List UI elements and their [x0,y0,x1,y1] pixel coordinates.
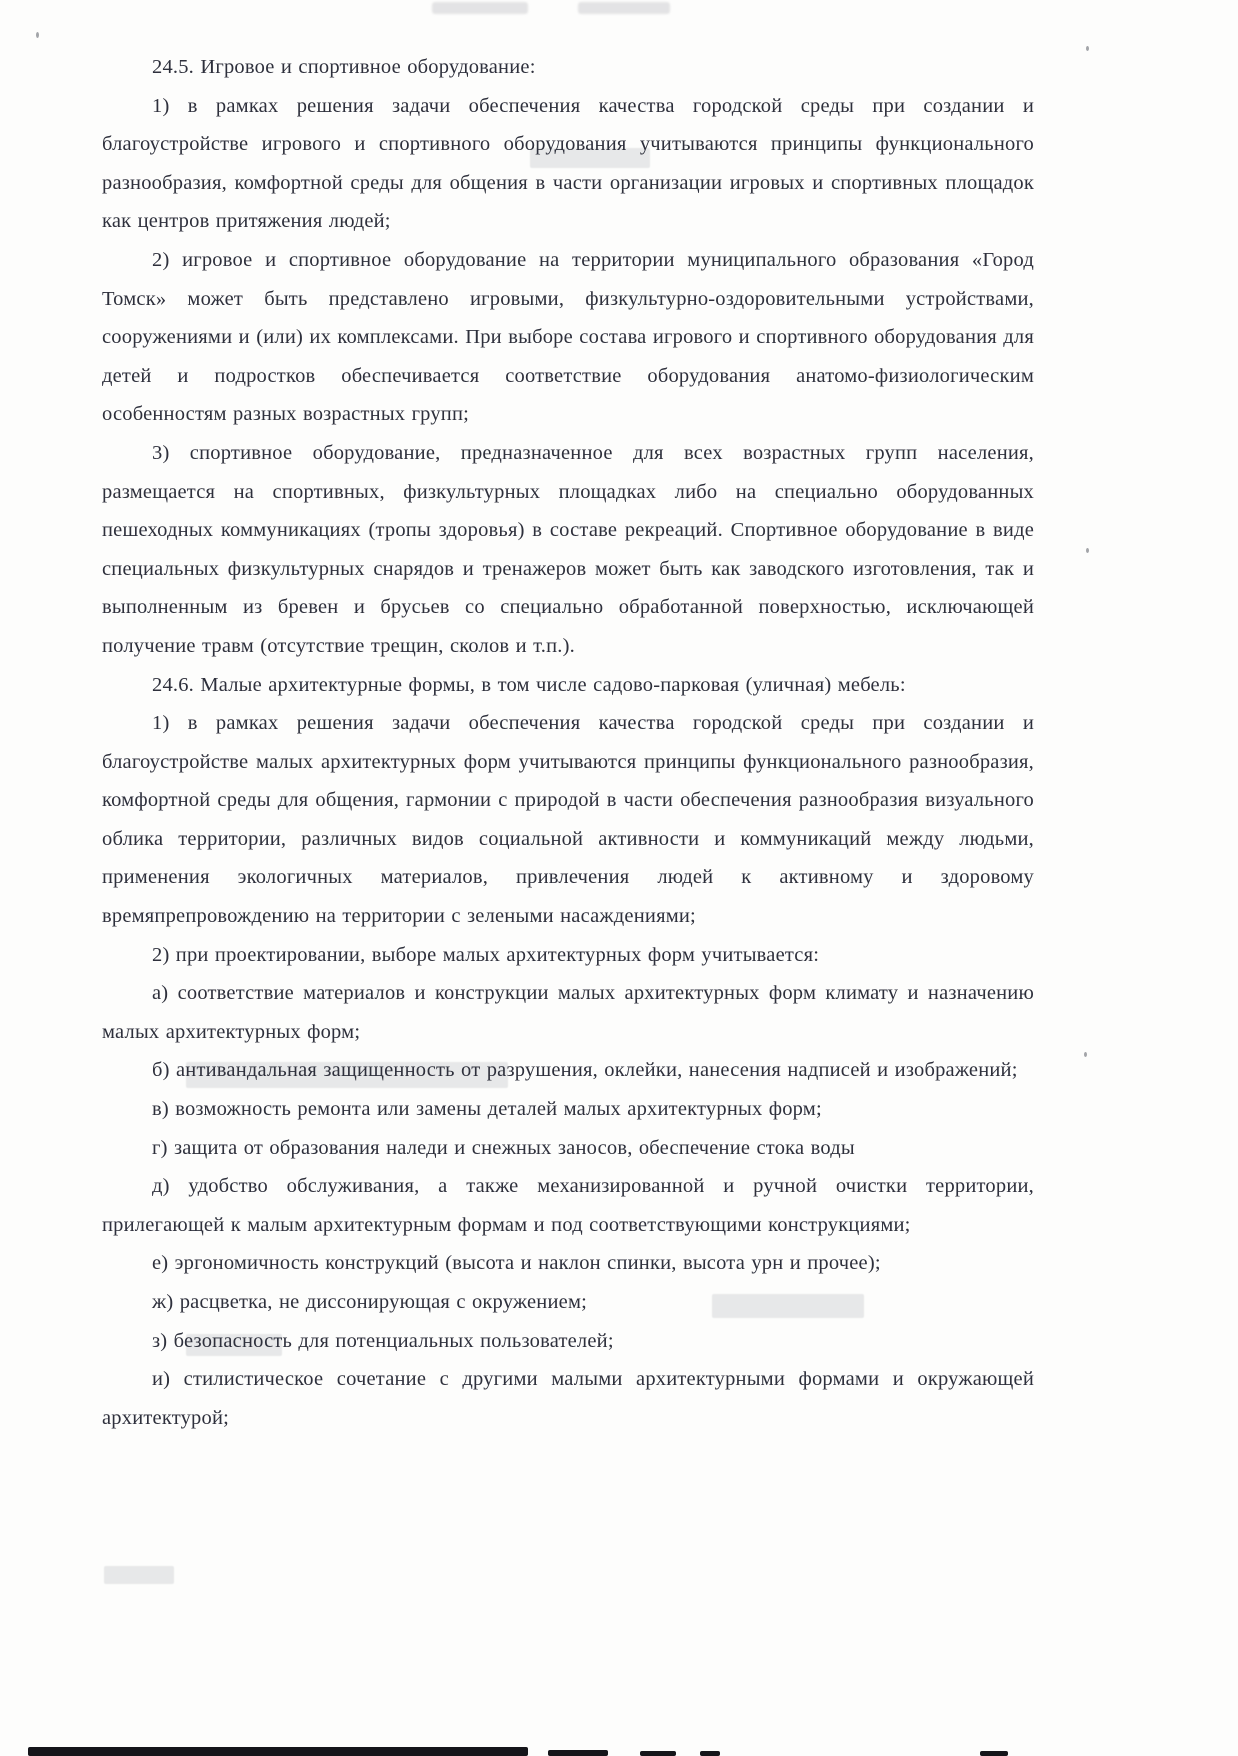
section-24-6-item-2-d: д) удобство обслуживания, а также механизированной и ручной очистки территории, прилегающей к малым архитектурным формам и под соответствующими конструкциями; [102,1175,1034,1236]
scan-smudge-top-1 [432,2,528,14]
section-24-5-heading: 24.5. Игровое и спортивное оборудование: [152,56,536,78]
section-24-5-item-3: 3) спортивное оборудование, предназначенное для всех возрастных групп населения, размещается на спортивных, физкультурных площадках либо на специально оборудованных пешеходных коммуникациях (тропы здоровья) в составе рекреаций. Спортивное оборудование в виде специальных физкультурных снарядов и тренажеров может быть как заводского изготовления, так и выполненным из бревен и брусьев со специально обработанной поверхностью, исключающей получение травм (отсутствие трещин, сколов и т.п.). [102,441,1034,657]
section-24-6-item-2-i: и) стилистическое сочетание с другими малыми архитектурными формами и окружающей архитектурой; [102,1368,1034,1429]
scan-ink-bottom-4 [700,1751,720,1756]
scan-speck-4 [1084,1052,1087,1057]
scan-ink-bottom-5 [980,1751,1008,1756]
section-24-6-item-2-zh: ж) расцветка, не диссонирующая с окружением; [152,1291,588,1313]
section-24-5-item-2: 2) игровое и спортивное оборудование на территории муниципального образования «Город Томск» может быть представлено игровыми, физкультурно-оздоровительными устройствами, сооружениями и (или) их комплексами. При выборе состава игрового и спортивного оборудования для детей и подростков обеспечивается соответствие оборудования анатомо-физиологическим особенностям разных возрастных групп; [102,248,1034,426]
scan-speck-3 [1086,548,1089,553]
document-text-block [102,48,1034,1437]
section-24-5-item-1: 1) в рамках решения задачи обеспечения качества городской среды при создании и благоустройстве игрового и спортивного оборудования учитываются принципы функционального разнообразия, комфортной среды для общения в части организации игровых и спортивных площадок как центров притяжения людей; [102,94,1034,233]
scan-ink-bottom-1 [28,1747,528,1756]
scan-ink-bottom-3 [640,1751,676,1756]
section-24-6-item-2-a: а) соответствие материалов и конструкции малых архитектурных форм климату и назначению малых архитектурных форм; [102,982,1034,1043]
section-24-6-item-2: 2) при проектировании, выборе малых архитектурных форм учитывается: [152,943,820,966]
scan-speck-1 [36,32,39,38]
section-24-6-item-1: 1) в рамках решения задачи обеспечения качества городской среды при создании и благоустройстве малых архитектурных форм учитываются принципы функционального разнообразия, комфортной среды для общения, гармонии с природой в части обеспечения разнообразия визуального облика территории, различных видов социальной активности и коммуникаций между людьми, применения экологичных материалов, привлечения людей к активному и здоровому времяпрепровождению на территории с зелеными насаждениями; [102,712,1034,928]
scan-ink-bottom-2 [548,1750,608,1756]
section-24-6-item-2-v: в) возможность ремонта или замены деталей малых архитектурных форм; [152,1098,822,1121]
scan-highlight-5 [104,1566,174,1584]
section-24-6-heading: 24.6. Малые архитектурные формы, в том числе садово-парковая (уличная) мебель: [152,673,906,696]
section-24-6-item-2-b: б) антивандальная защищенность от разрушения, оклейки, нанесения надписей и изображений; [152,1059,1018,1082]
scan-smudge-top-2 [578,2,670,14]
section-24-6-item-2-g: г) защита от образования наледи и снежных заносов, обеспечение стока воды [152,1136,855,1159]
section-24-6-item-2-z: з) безопасность для потенциальных пользователей; [152,1329,614,1352]
section-24-6-item-2-e: е) эргономичность конструкций (высота и наклон спинки, высота урн и прочее); [152,1252,881,1275]
scan-speck-2 [1086,46,1089,51]
